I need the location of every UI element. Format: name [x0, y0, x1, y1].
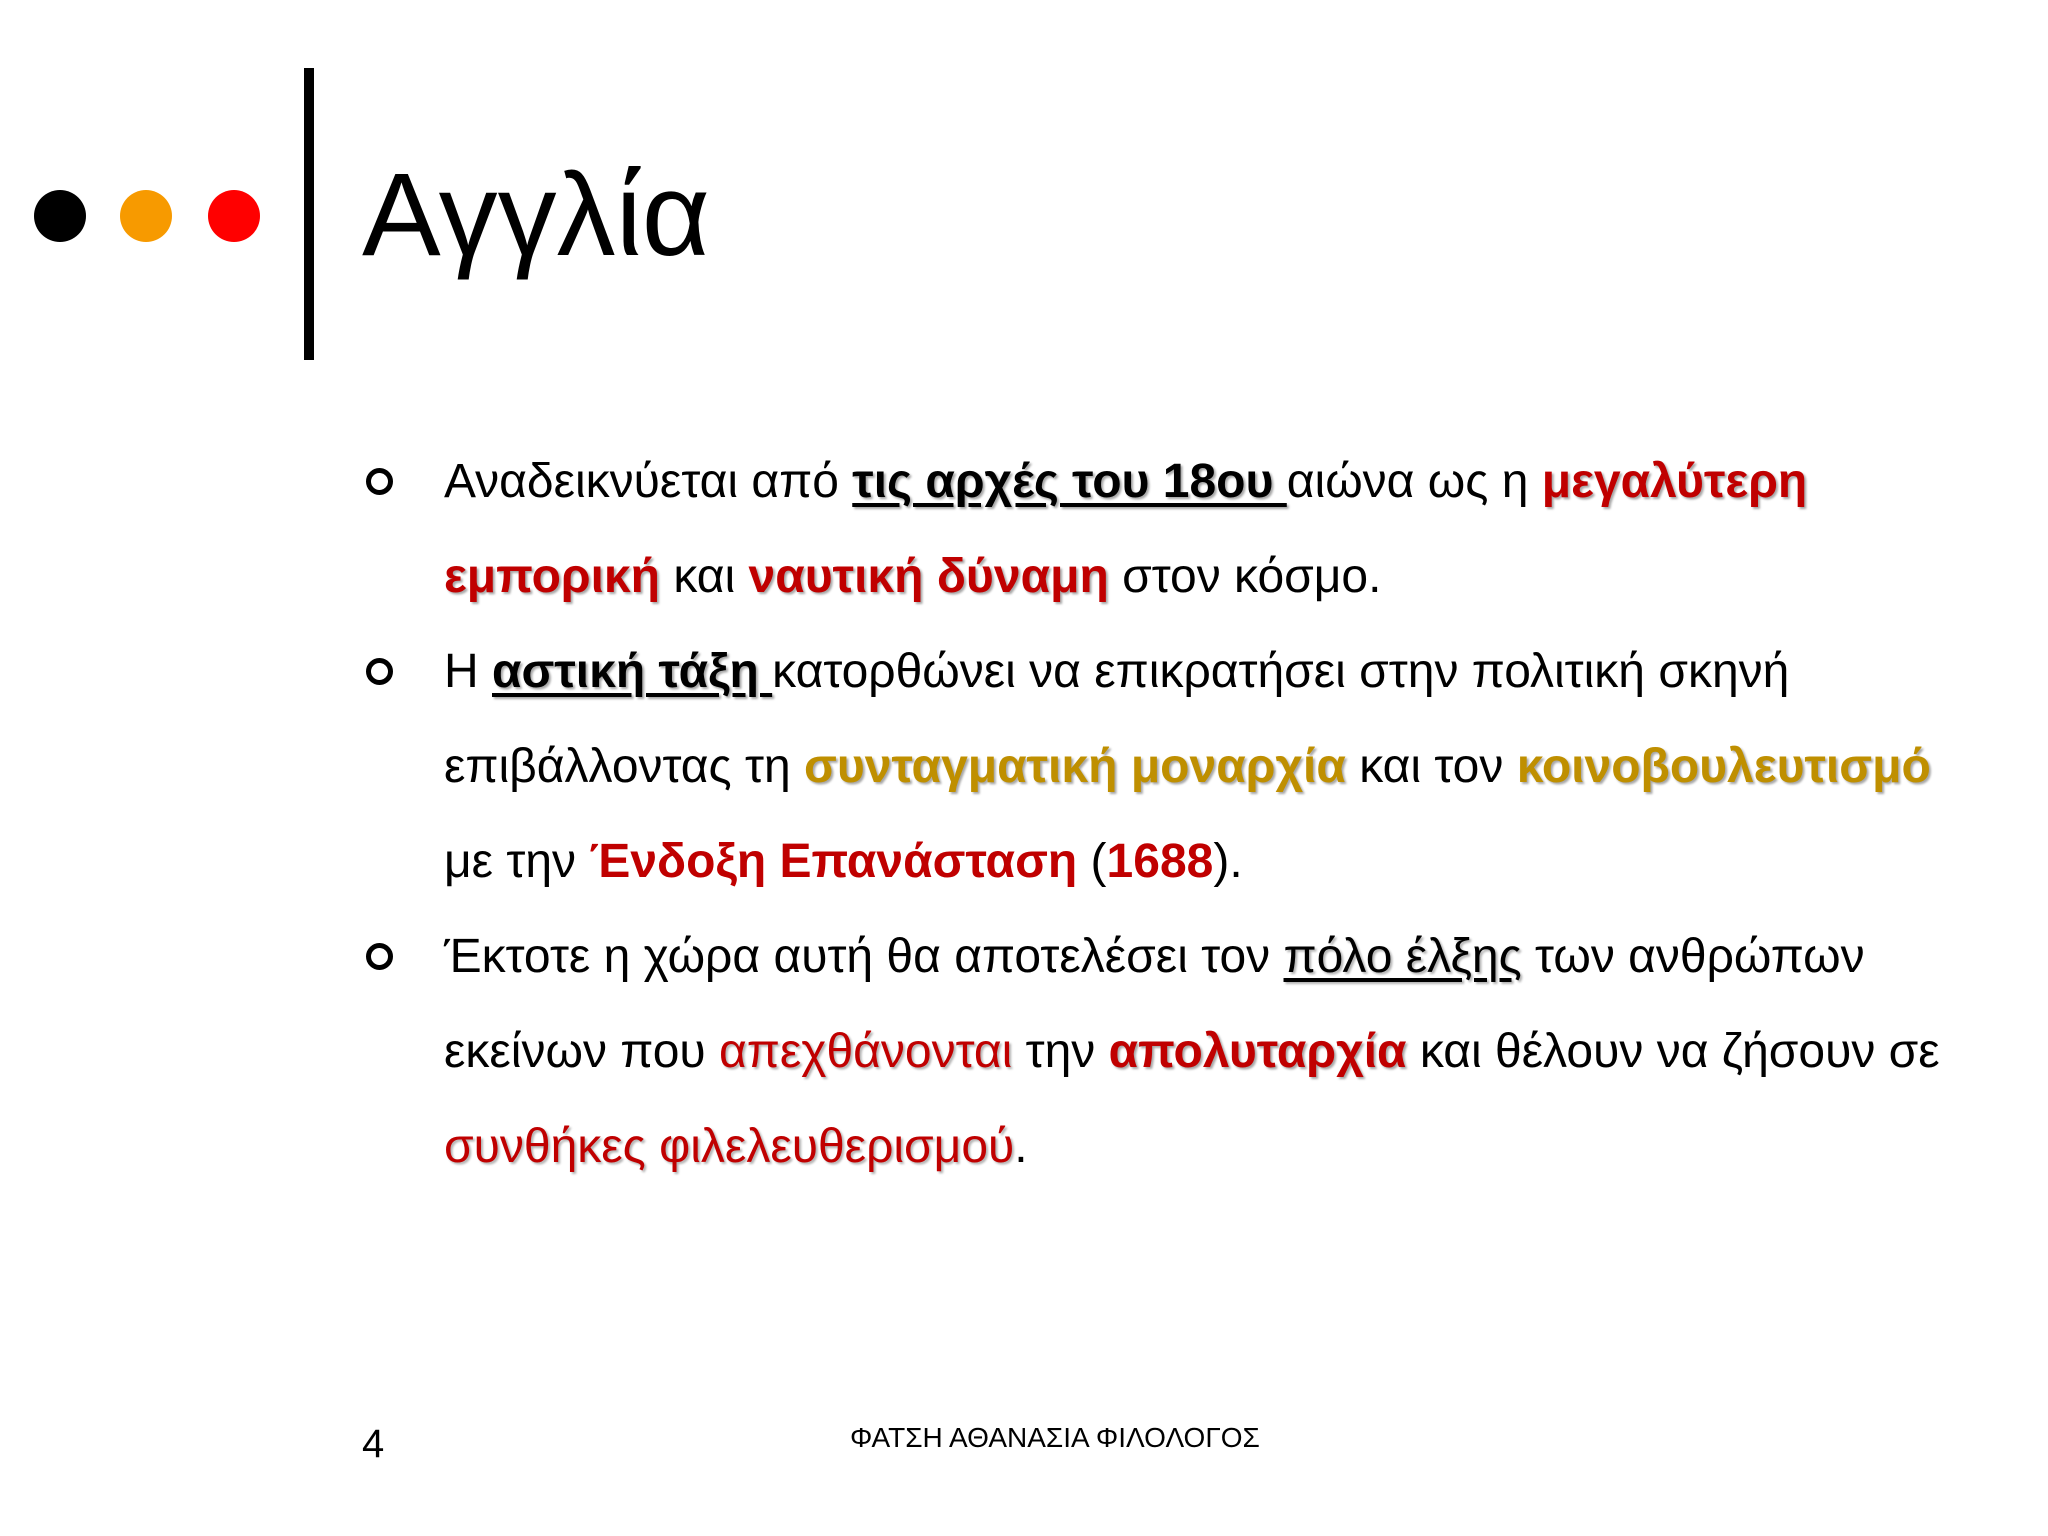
bullet-circle-icon [366, 943, 393, 970]
footer-author: ΦΑΤΣΗ ΑΘΑΝΑΣΙΑ ΦΙΛΟΛΟΓΟΣ [850, 1422, 1260, 1453]
highlight-text: αστική τάξη [492, 645, 773, 698]
text-segment: . [1014, 1120, 1028, 1173]
highlight-year: 1688 [1106, 835, 1214, 888]
highlight-text: απολυταρχία [1108, 1025, 1407, 1078]
text-segment: και [660, 550, 749, 603]
highlight-text: Ένδοξη Επανάσταση [589, 835, 1078, 888]
red-dot-icon [208, 190, 260, 242]
highlight-text: μεγαλύτερη εμπορική [444, 455, 1808, 603]
highlight-text: απεχθάνονται [719, 1025, 1013, 1078]
text-segment: Αναδεικνύεται από [444, 455, 853, 508]
text-segment: ( [1077, 835, 1107, 888]
text-segment: Έκτοτε η χώρα αυτή θα αποτελέσει τον [444, 930, 1284, 983]
text-segment: στον κόσμο. [1108, 550, 1382, 603]
highlight-text: συνταγματική μοναρχία [804, 740, 1346, 793]
page-number: 4 [362, 1422, 385, 1466]
text-segment: και τον [1345, 740, 1517, 793]
bullet-list [0, 434, 2048, 1194]
bullet-item [0, 909, 2048, 1194]
bullet-circle-icon [366, 468, 393, 495]
highlight-text: συνθήκες φιλελευθερισμού [444, 1120, 1015, 1173]
text-segment: των ανθρώπων εκείνων που [444, 930, 1865, 1078]
highlight-text: ναυτική δύναμη [748, 550, 1109, 603]
text-segment: κατορθώνει να επικρατήσει στην πολιτική σκηνή επιβάλλοντας τη [444, 645, 1790, 793]
text-segment: με την [444, 835, 590, 888]
slide-title: Αγγλία [362, 149, 711, 281]
bullet-item [0, 624, 2048, 909]
text-segment: και θέλουν να ζήσουν σε [1406, 1025, 1940, 1078]
orange-dot-icon [120, 190, 172, 242]
bullet-circle-icon [366, 658, 393, 685]
text-segment: αιώνα ως η [1286, 455, 1542, 508]
black-dot-icon [34, 190, 86, 242]
text-segment: ). [1213, 835, 1243, 888]
highlight-text: τις αρχές του 18ου [852, 455, 1287, 508]
text-segment: Η [444, 645, 492, 698]
highlight-text: πόλο έλξης [1283, 930, 1522, 983]
text-segment: την [1012, 1025, 1109, 1078]
highlight-text: κοινοβουλευτισμό [1516, 740, 1931, 793]
title-divider-line [304, 68, 314, 360]
bullet-item [0, 434, 2048, 624]
